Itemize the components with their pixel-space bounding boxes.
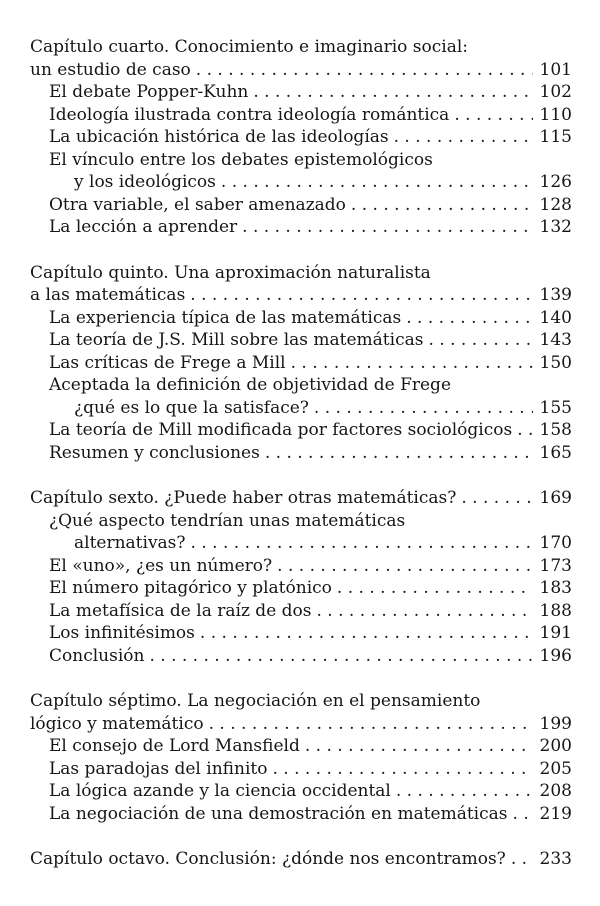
- dot-leader: [337, 577, 533, 600]
- entry-title-text: ¿Qué aspecto tendrían unas matemáticas: [49, 510, 406, 531]
- entry-line: [30, 36, 572, 59]
- chapter-entry: [30, 36, 572, 81]
- dot-leader: [277, 555, 532, 578]
- entry-line: [30, 104, 572, 127]
- entry-line: [30, 352, 572, 375]
- entry-title-text: El número pitagórico y platónico: [49, 578, 332, 598]
- dot-leader: [196, 59, 533, 82]
- entry-line: [30, 59, 572, 82]
- chapter-group: [30, 262, 572, 465]
- section-entry: [30, 600, 572, 623]
- entry-title-text: Las críticas de Frege a Mill: [49, 352, 286, 373]
- section-entry: [30, 780, 572, 803]
- page-number: 208: [539, 781, 572, 801]
- entry-line: [30, 645, 572, 668]
- page-number: 132: [539, 217, 572, 237]
- entry-line: [30, 284, 572, 307]
- page-number: 110: [539, 104, 572, 125]
- section-entry: [30, 442, 572, 465]
- section-entry: [30, 352, 572, 375]
- chapter-entry: [30, 262, 572, 307]
- entry-title-text: Aceptada la definición de objetividad de Frege: [49, 375, 451, 395]
- dot-leader: [265, 442, 533, 465]
- dot-leader: [406, 307, 532, 330]
- chapter-entry: [30, 487, 572, 510]
- chapter-group: [30, 848, 572, 871]
- dot-leader: [461, 487, 532, 510]
- entry-title-text: La metafísica de la raíz de dos: [49, 600, 312, 621]
- entry-title-text: Capítulo cuarto. Conocimiento e imaginario social:: [30, 37, 469, 57]
- dot-leader: [454, 104, 532, 127]
- entry-title-text: Capítulo séptimo. La negociación en el pensamiento: [30, 691, 481, 711]
- entry-line: [30, 81, 572, 104]
- page-number: 188: [539, 600, 572, 621]
- entry-line: [30, 803, 572, 826]
- entry-line: [30, 126, 572, 149]
- entry-title-text: y los ideológicos: [74, 172, 216, 192]
- section-entry: [30, 104, 572, 127]
- entry-line: [30, 216, 572, 239]
- entry-title-text: La lección a aprender: [49, 217, 238, 237]
- page-number: 233: [539, 849, 572, 869]
- entry-line: [30, 713, 572, 736]
- chapter-group: [30, 36, 572, 239]
- entry-title-text: ¿qué es lo que la satisface?: [74, 397, 309, 418]
- entry-line: [30, 171, 572, 194]
- entry-title-text: Otra variable, el saber amenazado: [49, 194, 346, 215]
- entry-title-text: El debate Popper-Kuhn: [49, 82, 249, 102]
- dot-leader: [209, 713, 533, 736]
- entry-title-text: Capítulo octavo. Conclusión: ¿dónde nos encontramos?: [30, 849, 506, 869]
- section-entry: [30, 194, 572, 217]
- entry-title-text: un estudio de caso: [30, 59, 191, 80]
- page-number: 150: [539, 352, 572, 373]
- section-entry: [30, 216, 572, 239]
- dot-leader: [291, 352, 533, 375]
- entry-line: [30, 149, 572, 172]
- entry-title-text: La teoría de Mill modificada por factores sociológicos: [49, 420, 513, 440]
- dot-leader: [511, 848, 533, 871]
- entry-line: [30, 194, 572, 217]
- entry-title-text: El «uno», ¿es un número?: [49, 555, 273, 576]
- section-entry: [30, 758, 572, 781]
- page-number: 205: [539, 758, 572, 779]
- entry-title-text: lógico y matemático: [30, 713, 204, 734]
- entry-title-text: Capítulo sexto. ¿Puede haber otras matemáticas?: [30, 488, 457, 508]
- section-entry: [30, 735, 572, 758]
- section-entry: [30, 374, 572, 419]
- entry-title-text: Ideología ilustrada contra ideología romántica: [49, 104, 450, 125]
- section-entry: [30, 622, 572, 645]
- dot-leader: [305, 735, 533, 758]
- page-number: 158: [539, 420, 572, 440]
- entry-line: [30, 487, 572, 510]
- entry-title-text: alternativas?: [74, 533, 186, 553]
- section-entry: [30, 510, 572, 555]
- page-number: 128: [539, 194, 572, 215]
- dot-leader: [149, 645, 532, 668]
- dot-leader: [517, 419, 532, 442]
- page-number: 173: [539, 555, 572, 576]
- page-number: 102: [539, 82, 572, 102]
- entry-line: [30, 622, 572, 645]
- entry-title-text: La negociación de una demostración en matemáticas: [49, 803, 508, 824]
- page-number: 199: [539, 713, 572, 734]
- dot-leader: [242, 216, 532, 239]
- entry-title-text: Capítulo quinto. Una aproximación naturalista: [30, 262, 431, 283]
- dot-leader: [221, 171, 533, 194]
- entry-line: [30, 690, 572, 713]
- entry-title-text: La teoría de J.S. Mill sobre las matemáticas: [49, 330, 424, 350]
- page-number: 140: [539, 307, 572, 328]
- chapter-group: [30, 487, 572, 667]
- dot-leader: [428, 329, 532, 352]
- entry-line: [30, 758, 572, 781]
- page-number: 139: [539, 285, 572, 305]
- entry-line: [30, 532, 572, 555]
- entry-line: [30, 600, 572, 623]
- dot-leader: [200, 622, 533, 645]
- page-number: 200: [539, 736, 572, 756]
- entry-line: [30, 577, 572, 600]
- page-number: 126: [539, 172, 572, 192]
- chapter-group: [30, 690, 572, 825]
- entry-line: [30, 442, 572, 465]
- entry-title-text: El vínculo entre los debates epistemológicos: [49, 149, 433, 170]
- section-entry: [30, 81, 572, 104]
- entry-line: [30, 510, 572, 533]
- entry-title-text: La ubicación histórica de las ideologías: [49, 127, 389, 147]
- page-number: 191: [539, 623, 572, 643]
- entry-title-text: Conclusión: [49, 645, 145, 666]
- entry-title-text: El consejo de Lord Mansfield: [49, 736, 300, 756]
- chapter-entry: [30, 848, 572, 871]
- section-entry: [30, 577, 572, 600]
- page-number: 170: [539, 533, 572, 553]
- entry-line: [30, 555, 572, 578]
- entry-line: [30, 329, 572, 352]
- page-number: 155: [539, 397, 572, 418]
- page-number: 101: [539, 59, 572, 80]
- section-entry: [30, 555, 572, 578]
- dot-leader: [253, 81, 532, 104]
- dot-leader: [317, 600, 533, 623]
- entry-title-text: Resumen y conclusiones: [49, 442, 260, 463]
- section-entry: [30, 329, 572, 352]
- entry-line: [30, 374, 572, 397]
- entry-line: [30, 780, 572, 803]
- page-number: 169: [539, 488, 572, 508]
- page-number: 196: [539, 645, 572, 666]
- dot-leader: [190, 284, 532, 307]
- entry-title-text: La experiencia típica de las matemáticas: [49, 307, 402, 328]
- page-number: 115: [539, 127, 572, 147]
- section-entry: [30, 149, 572, 194]
- entry-line: [30, 262, 572, 285]
- section-entry: [30, 645, 572, 668]
- dot-leader: [314, 397, 533, 420]
- entry-title-text: a las matemáticas: [30, 285, 186, 305]
- section-entry: [30, 419, 572, 442]
- dot-leader: [513, 803, 533, 826]
- page-number: 143: [539, 330, 572, 350]
- entry-line: [30, 735, 572, 758]
- dot-leader: [272, 758, 532, 781]
- page-number: 183: [539, 578, 572, 598]
- entry-title-text: La lógica azande y la ciencia occidental: [49, 781, 391, 801]
- chapter-entry: [30, 690, 572, 735]
- entry-line: [30, 419, 572, 442]
- section-entry: [30, 307, 572, 330]
- section-entry: [30, 803, 572, 826]
- toc-entries: [30, 36, 572, 871]
- page-number: 165: [539, 442, 572, 463]
- page-number: 219: [539, 803, 572, 824]
- dot-leader: [394, 126, 533, 149]
- dot-leader: [396, 780, 533, 803]
- section-entry: [30, 126, 572, 149]
- entry-line: [30, 848, 572, 871]
- dot-leader: [351, 194, 533, 217]
- entry-title-text: Los infinitésimos: [49, 623, 195, 643]
- entry-line: [30, 307, 572, 330]
- dot-leader: [191, 532, 533, 555]
- entry-title-text: Las paradojas del infinito: [49, 758, 268, 779]
- entry-line: [30, 397, 572, 420]
